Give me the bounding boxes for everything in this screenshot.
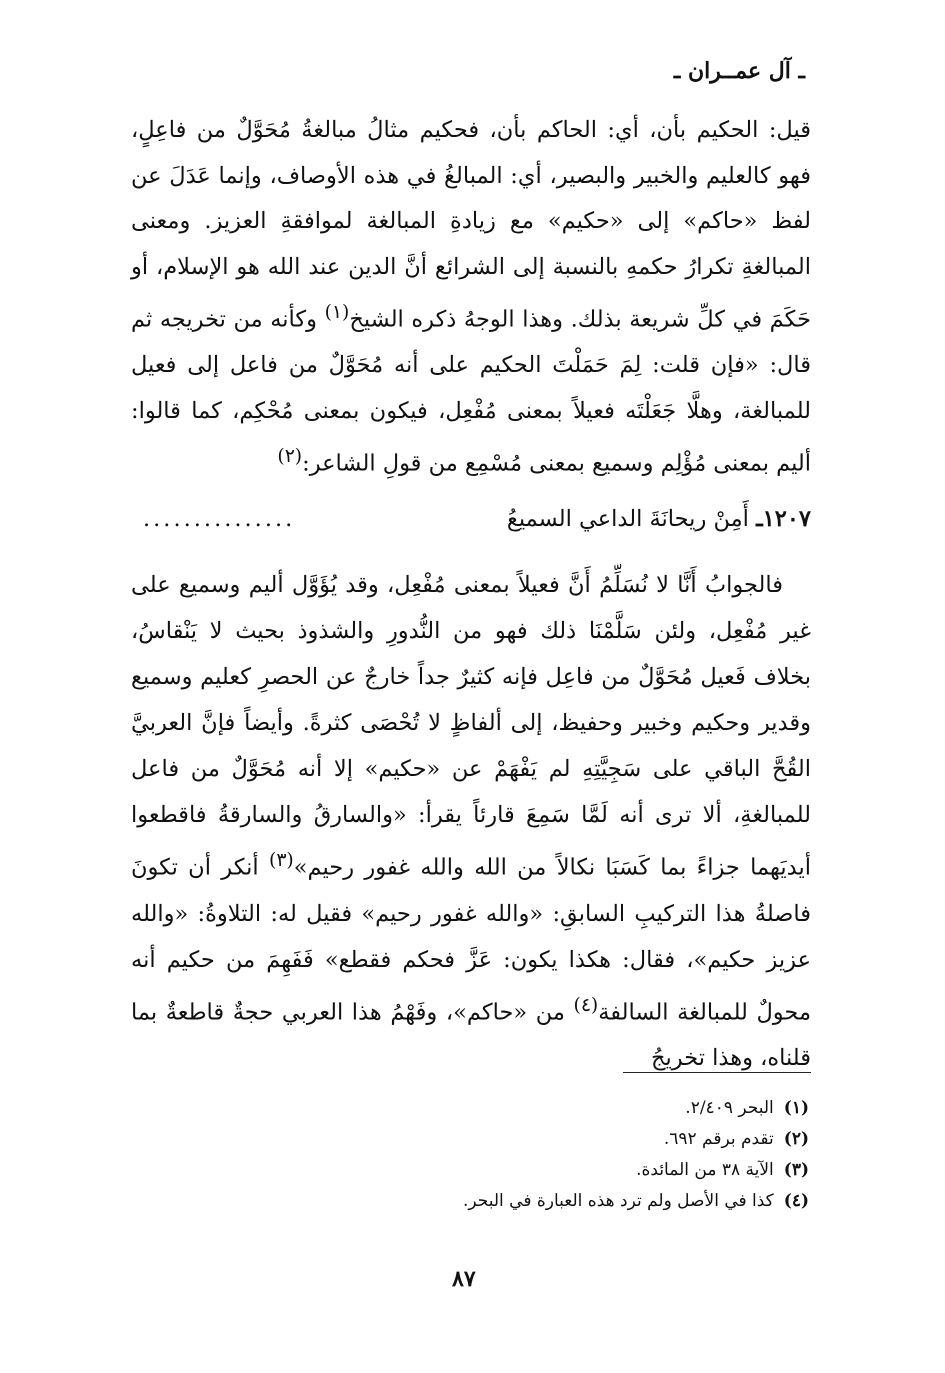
footnote-1 xyxy=(409,1093,809,1124)
running-head: ـ آل عمــران ـ xyxy=(673,58,805,84)
footnote-number: (٣) xyxy=(783,1160,809,1180)
main-text-block-2 xyxy=(131,562,811,1081)
paragraph-2-continuation: أنكر أن تكونَ فاصلةُ هذا التركيبِ السابقِ: «والله غفور رحيم» فقيل له: التلاوةُ: «والله عزيز حكيم»، فقال: هكذا يكون: عَزَّ فحكم فقطع» فَفَهِمَ من حكيم أنه محولٌ للمبالغة السالفة xyxy=(131,854,812,1025)
paragraph-1 xyxy=(131,108,811,487)
paragraph-1-continuation: وكأنه من تخريجه ثم قال: «فإن قلت: لِمَ حَمَلْتَ الحكيم على أنه مُحَوَّلٌ من فاعل إلى فعيل للمبالغة، وهلَّا جَعَلْتَه فعيلاً بمعنى مُفْعِل، فيكون بمعنى مُحْكِم، كما قالوا: أليم بمعنى مُؤْلِم وسميع بمعنى مُسْمِع من قولِ الشاعر: xyxy=(131,306,811,477)
footnote-2 xyxy=(409,1124,809,1155)
footnote-number: (٤) xyxy=(783,1191,809,1211)
verse-text: أَمِنْ ريحانَةَ الداعي السميعُ xyxy=(506,506,749,532)
footnote-text: تقدم برقم ٦٩٢. xyxy=(663,1129,774,1149)
footnote-ref-4: (٤) xyxy=(573,994,599,1016)
footnote-ref-3: (٣) xyxy=(269,850,294,871)
footnote-number: (٢) xyxy=(783,1129,809,1149)
footnote-ref-1: (١) xyxy=(324,302,350,323)
footnote-ref-2: (٢) xyxy=(277,446,303,467)
paragraph-1-text: قيل: الحكيم بأن، أي: الحاكم بأن، فحكيم مثالُ مبالغةُ مُحَوَّلٌ من فاعِلٍ، فهو كالعليم والخبير والبصير، أي: المبالغُ في هذه الأوصاف، وإنما عَدَلَ عن لفظ «حاكم» إلى «حكيم» مع زيادةِ المبالغة لموافقةِ العزيز. ومعنى المبالغةِ تكرارُ حكمهِ بالنسبة إلى الشرائع أنَّ الدين عند الله هو الإسلام، أو حَكَمَ في كلِّ شريعة بذلك. وهذا الوجهُ ذكره الشيخ xyxy=(131,117,811,333)
footnotes xyxy=(409,1093,809,1217)
footnote-text: الآية ٣٨ من المائدة. xyxy=(636,1160,774,1180)
footnote-3 xyxy=(409,1155,809,1186)
footnote-number: (١) xyxy=(783,1098,809,1118)
paragraph-2 xyxy=(131,562,811,1081)
verse-content xyxy=(507,506,811,532)
footnote-4 xyxy=(409,1186,809,1217)
footnote-text: كذا في الأصل ولم ترد هذه العبارة في البحر. xyxy=(462,1191,774,1211)
paragraph-2-continuation-2: من «حاكم»، وفَهْمُ هذا العربي حجةٌ قاطعةٌ بما قلناه، وهذا تخريجُ xyxy=(131,999,811,1071)
page-number: ٨٧ xyxy=(452,1266,476,1292)
verse-line xyxy=(131,506,811,546)
verse-number: ١٢٠٧ـ xyxy=(756,506,811,532)
paragraph-2-text: فالجوابُ أَنَّا لا نُسَلِّمُ أَنَّ فعيلاً بمعنى مُفْعِل، وقد يُؤَوَّل أليم وسميع على غير مُفْعِل، ولئن سَلَّمْنَا ذلك فهو من النُّدورِ والشذوذ بحيث لا يَنْقاسُ، بخلاف فَعيل مُحَوَّلٌ من فاعِل فإنه كثيرٌ جداً خارجٌ عن الحصرِ كعليم وسميع وقدير وحكيم وخبير وحفيظ، إلى ألفاظٍ لا تُحْصَى كثرةً. وأيضاً فإنَّ العربيَّ القُحَّ الباقي على سَجِيَّتِهِ لم يَفْهَمْ عن «حكيم» إلا أنه مُحَوَّلٌ من فاعل للمبالغةِ، ألا ترى أنه لَمَّا سَمِعَ قارئاً يقرأ: «والسارقُ والسارقةُ فاقطعوا أيديَهما جزاءً بما كَسَبَا نكالاً من الله والله غفور رحيم» xyxy=(131,572,812,881)
main-text-block-1 xyxy=(131,108,811,487)
verse-ellipsis: ............... xyxy=(143,506,296,532)
footnote-separator xyxy=(623,1072,811,1073)
footnote-text: البحر ٢/٤٠٩. xyxy=(685,1098,774,1118)
